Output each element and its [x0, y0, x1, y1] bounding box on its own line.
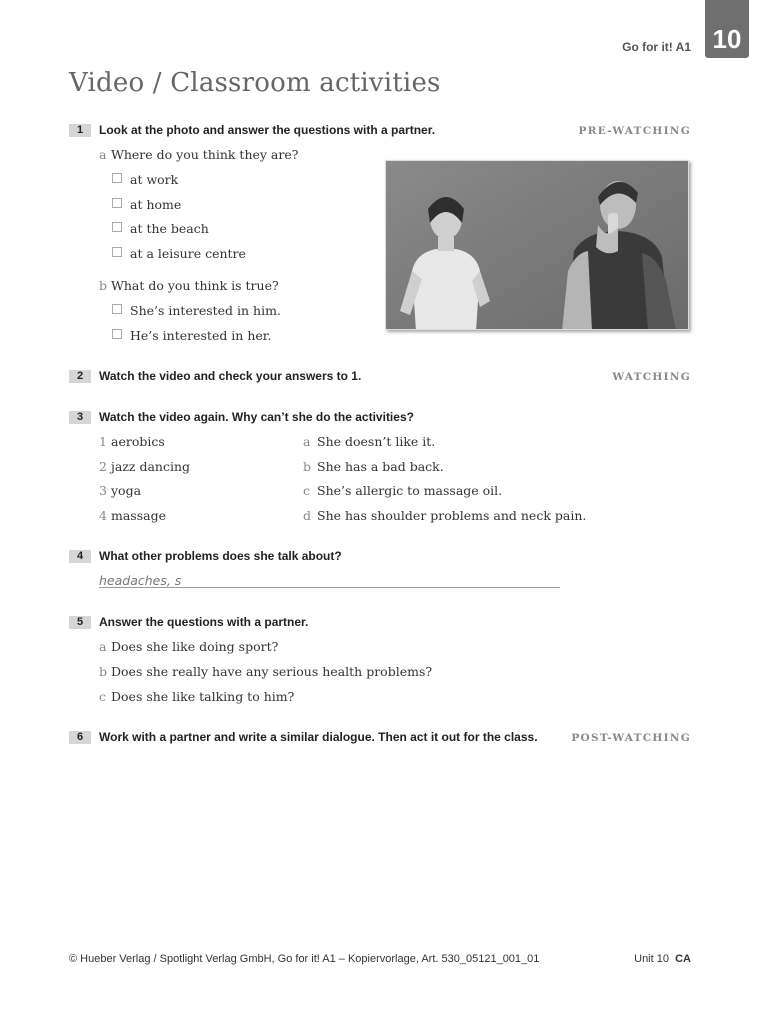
- question-label: b: [99, 278, 108, 293]
- question-1b: [99, 278, 279, 293]
- item-label: 1: [99, 434, 107, 449]
- item-text: She has shoulder problems and neck pain.: [317, 508, 587, 523]
- item-label: 2: [99, 459, 107, 474]
- exercise-number-6: 6: [69, 731, 91, 744]
- activity-item: [99, 483, 141, 498]
- question-1a: [99, 147, 298, 162]
- item-label: 3: [99, 483, 107, 498]
- unit-number-tab: 10: [705, 0, 749, 58]
- footer-unit-label: Unit 10: [634, 953, 669, 965]
- option-leisure-centre: at a leisure centre: [130, 246, 246, 261]
- exercise-number-2: 2: [69, 370, 91, 383]
- item-label: c: [303, 483, 311, 498]
- reason-item: [303, 483, 502, 498]
- option-at-home: at home: [130, 197, 182, 212]
- activity-item: [99, 459, 190, 474]
- item-text: She has a bad back.: [317, 459, 444, 474]
- question-label: a: [99, 639, 107, 654]
- activity-item: [99, 434, 165, 449]
- question-text: Does she really have any serious health problems?: [111, 664, 433, 679]
- exercise-6-instruction: Work with a partner and write a similar dialogue. Then act it out for the class.: [99, 730, 538, 744]
- video-still-photo: [385, 160, 689, 330]
- answer-line[interactable]: [99, 587, 560, 588]
- item-text: massage: [111, 508, 166, 523]
- item-label: a: [303, 434, 311, 449]
- option-at-work: at work: [130, 172, 179, 187]
- item-text: aerobics: [111, 434, 165, 449]
- checkbox-at-the-beach[interactable]: [112, 222, 122, 232]
- checkbox-leisure-centre[interactable]: [112, 247, 122, 257]
- exercise-1-instruction: Look at the photo and answer the questions with a partner.: [99, 123, 436, 137]
- checkbox-he-interested[interactable]: [112, 329, 122, 339]
- checkbox-at-home[interactable]: [112, 198, 122, 208]
- item-label: 4: [99, 508, 107, 523]
- exercise-number-3: 3: [69, 411, 91, 424]
- item-text: jazz dancing: [111, 459, 191, 474]
- exercise-2-instruction: Watch the video and check your answers to 1.: [99, 369, 362, 383]
- question-label: c: [99, 689, 107, 704]
- checkbox-she-interested[interactable]: [112, 304, 122, 314]
- question-5b: [99, 664, 432, 679]
- question-text: What do you think is true?: [111, 278, 279, 293]
- option-he-interested: He’s interested in her.: [130, 328, 272, 343]
- item-label: b: [303, 459, 312, 474]
- reason-item: [303, 434, 435, 449]
- item-text: yoga: [111, 483, 142, 498]
- activity-item: [99, 508, 166, 523]
- footer-copyright: © Hueber Verlag / Spotlight Verlag GmbH, Go for it! A1 – Kopiervorlage, Art. 530_05121_001_01: [69, 953, 540, 965]
- question-label: a: [99, 147, 107, 162]
- question-label: b: [99, 664, 108, 679]
- pre-watching-tag: PRE-WATCHING: [578, 125, 691, 137]
- exercise-number-4: 4: [69, 550, 91, 563]
- question-5c: [99, 689, 294, 704]
- footer-code: CA: [675, 953, 691, 965]
- exercise-4-instruction: What other problems does she talk about?: [99, 549, 342, 563]
- header-brand: Go for it! A1: [622, 40, 691, 54]
- reason-item: [303, 459, 444, 474]
- exercise-3-instruction: Watch the video again. Why can’t she do the activities?: [99, 410, 414, 424]
- exercise-number-1: 1: [69, 124, 91, 137]
- page-title: Video / Classroom activities: [69, 68, 441, 98]
- option-at-the-beach: at the beach: [130, 221, 209, 236]
- item-text: She’s allergic to massage oil.: [317, 483, 503, 498]
- reason-item: [303, 508, 586, 523]
- question-text: Where do you think they are?: [111, 147, 299, 162]
- checkbox-at-work[interactable]: [112, 173, 122, 183]
- question-5a: [99, 639, 278, 654]
- item-label: d: [303, 508, 312, 523]
- question-text: Does she like doing sport?: [111, 639, 279, 654]
- question-text: Does she like talking to him?: [111, 689, 295, 704]
- exercise-number-5: 5: [69, 616, 91, 629]
- option-she-interested: She’s interested in him.: [130, 303, 281, 318]
- footer-unit: [634, 953, 691, 965]
- item-text: She doesn’t like it.: [317, 434, 436, 449]
- photo-illustration: [386, 161, 689, 330]
- post-watching-tag: POST-WATCHING: [571, 732, 691, 744]
- exercise-5-instruction: Answer the questions with a partner.: [99, 615, 309, 629]
- handwritten-answer: headaches, s: [99, 573, 182, 588]
- watching-tag: WATCHING: [612, 371, 691, 383]
